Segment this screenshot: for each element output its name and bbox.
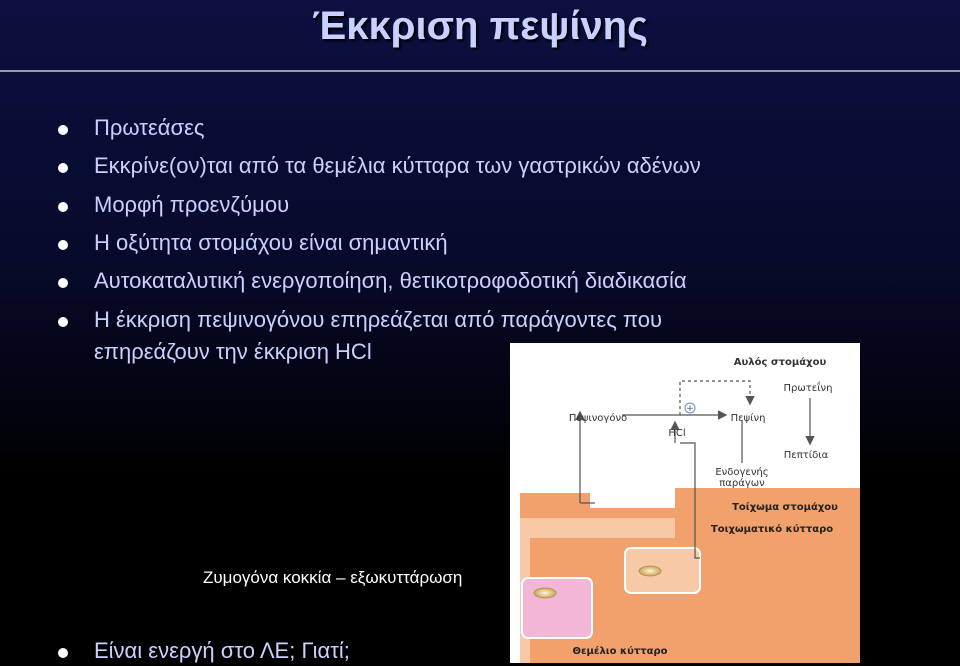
pepsin-secretion-diagram: [510, 343, 860, 663]
pepsinogen-label: Πεψινογόνο: [568, 413, 628, 424]
bullet-item: Η οξύτητα στομάχου είναι σημαντική: [94, 228, 448, 258]
parietal-cell-label: Τοιχωματικό κύτταρο: [710, 524, 834, 535]
pepsin-label: Πεψίνη: [730, 413, 766, 424]
pathway-label: παράγων: [719, 478, 765, 489]
bullet-item: Αυτοκαταλυτική ενεργοποίηση, θετικοτροφοδοτική διαδικασία: [94, 266, 687, 296]
figure-caption: Ζυμογόνα κοκκία – εξωκυττάρωση: [203, 568, 463, 587]
chief-cell-label: Θεμέλιο κύτταρο: [572, 646, 668, 657]
bullet-item: Είναι ενεργή στο ΛΕ; Γιατί;: [94, 636, 350, 666]
plus-sign: +: [686, 404, 694, 414]
stomach-wall-label: Τοίχωμα στομάχου: [732, 502, 838, 513]
endogenous-label: Ενδογενής: [715, 467, 769, 478]
bullet-item: Πρωτεάσες: [94, 113, 204, 143]
bullet-item: Εκκρίνε(ον)ται από τα θεμέλια κύτταρα των γαστρικών αδένων: [94, 151, 701, 181]
hcl-label: HCl: [668, 428, 686, 439]
peptides-label: Πεπτίδια: [783, 450, 829, 461]
lumen-label: Αυλός στομάχου: [733, 357, 827, 368]
title-divider: [0, 70, 960, 72]
protein-label: Πρωτεΐνη: [783, 383, 833, 394]
bullet-item: Η έκκριση πεψινογόνου επηρεάζεται από παράγοντες που: [94, 305, 662, 335]
bullet-item: Μορφή προενζύμου: [94, 190, 289, 220]
bullet-continuation: επηρεάζουν την έκκριση HCl: [94, 339, 372, 364]
slide-title: Έκκριση πεψίνης: [312, 4, 648, 48]
